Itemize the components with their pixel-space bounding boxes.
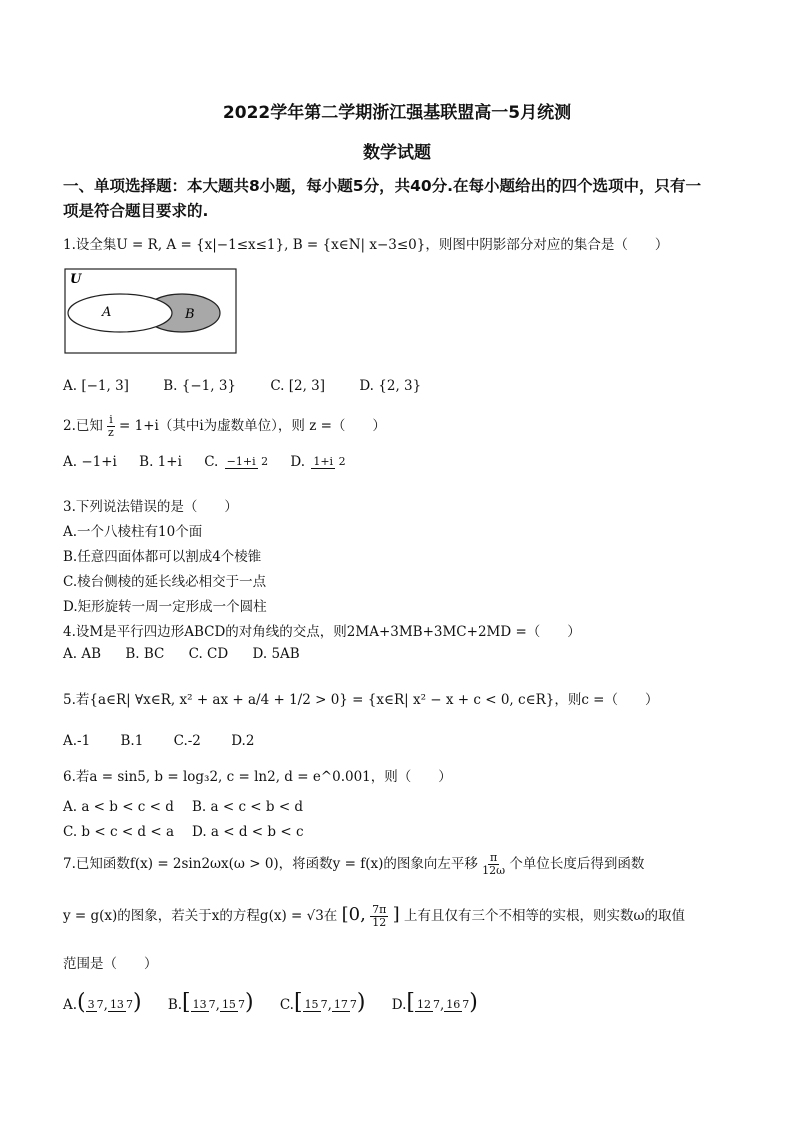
q7d-n2: 16 — [446, 998, 461, 1011]
q7c-n2: 17 — [333, 998, 348, 1011]
question-3-option-a[interactable]: A.一个八棱柱有10个面 — [63, 524, 203, 540]
question-7-line2 — [63, 904, 685, 929]
q2-fraction — [107, 414, 115, 439]
option-c-num: −1+i — [226, 455, 256, 468]
question-7-options — [63, 990, 500, 1015]
section-heading-line2: 项是符合题目要求的. — [63, 202, 209, 220]
q7b-close: ) — [244, 990, 254, 1015]
q7-interval-den: 12 — [372, 916, 387, 929]
question-7-line3: 范围是（ ） — [63, 956, 158, 972]
q7-line2-suffix: 上有且仅有三个不相等的实根，则实数ω的取值 — [403, 908, 685, 924]
q7c-label: C. — [279, 997, 294, 1013]
option-a[interactable]: A. [−1, 3] — [63, 378, 129, 394]
q7c-open: [ — [293, 990, 303, 1015]
option-d[interactable]: D.2 — [231, 733, 255, 749]
q7a-d2: 7 — [125, 998, 133, 1011]
option-d-den: 2 — [338, 455, 346, 468]
option-c[interactable]: C.-2 — [173, 733, 201, 749]
q7a-label: A. — [63, 997, 78, 1013]
q7-shift-num: π — [490, 851, 498, 864]
option-c-den: 2 — [261, 455, 269, 468]
question-4-options — [63, 646, 322, 662]
question-4-stem: 4.设M是平行四边形ABCD的对角线的交点，则2MA+3MB+3MC+2MD =（ ） — [63, 624, 581, 640]
q7-line1-suffix: 个单位长度后得到函数 — [509, 856, 645, 872]
option-d-frac — [311, 456, 345, 469]
q7c-d2: 7 — [349, 998, 357, 1011]
q7a-n2: 13 — [109, 998, 124, 1011]
set-a-ellipse — [68, 294, 172, 332]
question-6-option-d[interactable]: D. a < d < b < c — [192, 824, 304, 840]
u-label: U — [70, 272, 82, 287]
question-6-option-b[interactable]: B. a < c < b < d — [192, 799, 304, 815]
q7b-d2: 7 — [237, 998, 245, 1011]
q7c-frac2 — [332, 999, 357, 1012]
question-3-option-d[interactable]: D.矩形旋转一周一定形成一个圆柱 — [63, 599, 267, 615]
option-a[interactable]: A.-1 — [63, 733, 91, 749]
question-6-stem: 6.若a = sin5, b = log₃2, c = ln2, d = e^0.001，则（ ） — [63, 769, 452, 785]
q2-suffix: = 1+i（其中i为虚数单位），则 z =（ ） — [119, 418, 386, 434]
q7c-frac1 — [303, 999, 328, 1012]
option-d-num: 1+i — [313, 455, 334, 468]
option-c[interactable]: C. CD — [188, 646, 229, 662]
q7d-frac1 — [415, 999, 440, 1012]
q7a-frac2 — [108, 999, 133, 1012]
q7-shift-den: 12ω — [482, 864, 506, 877]
q7d-d2: 7 — [462, 998, 470, 1011]
q7-shift-frac — [482, 852, 505, 877]
question-1-stem: 1.设全集U = R, A = {x|−1≤x≤1}, B = {x∈N| x−3≤0}，则图中阴影部分对应的集合是（ ） — [63, 237, 669, 253]
q2-prefix: 2.已知 — [63, 418, 103, 434]
option-a[interactable]: A. AB — [63, 646, 102, 662]
question-3-option-c[interactable]: C.棱台侧棱的延长线必相交于一点 — [63, 574, 267, 590]
option-c[interactable]: C. [2, 3] — [270, 378, 326, 394]
q7-interval-num: 7π — [372, 903, 387, 916]
question-2-options — [63, 454, 368, 470]
q7-line1-prefix: 7.已知函数f(x) = 2sin2ωx(ω > 0)，将函数y = f(x)的图象向左平移 — [63, 856, 478, 872]
q7d-close: ) — [469, 990, 478, 1015]
option-c-frac — [225, 456, 268, 469]
option-c-label: C. — [204, 454, 219, 470]
q7d-d1: 7 — [432, 998, 440, 1011]
question-5-options — [63, 733, 276, 749]
question-5-stem: 5.若{a∈R| ∀x∈R, x² + ax + a/4 + 1/2 > 0} = {x∈R| x² − x + c < 0, c∈R}，则c =（ ） — [63, 692, 659, 708]
option-b[interactable]: B. 1+i — [139, 454, 182, 470]
question-6-option-c[interactable]: C. b < c < d < a — [63, 824, 175, 840]
q7d-frac2 — [444, 999, 469, 1012]
option-b[interactable]: B.1 — [120, 733, 144, 749]
option-a[interactable]: A. −1+i — [63, 454, 117, 470]
q7a-open: ( — [77, 990, 86, 1015]
q7d-label: D. — [391, 997, 407, 1013]
q7a-close: ) — [132, 990, 142, 1015]
a-label: A — [102, 305, 112, 320]
option-d[interactable]: D. 5AB — [252, 646, 300, 662]
q7d-open: [ — [406, 990, 415, 1015]
page-title: 2022学年第二学期浙江强基联盟高一5月统测 — [222, 103, 572, 123]
q7c-close: ) — [356, 990, 366, 1015]
q7d-n1: 12 — [416, 998, 431, 1011]
page-subtitle: 数学试题 — [363, 143, 431, 163]
question-6-option-a[interactable]: A. a < b < c < d — [63, 799, 174, 815]
q7b-n1: 13 — [192, 998, 207, 1011]
q7b-d1: 7 — [208, 998, 216, 1011]
q7a-n1: 3 — [87, 998, 95, 1011]
q7b-n2: 15 — [221, 998, 236, 1011]
q7a-d1: 7 — [96, 998, 104, 1011]
option-b[interactable]: B. BC — [125, 646, 165, 662]
q7c-n1: 15 — [304, 998, 319, 1011]
option-d[interactable] — [290, 454, 345, 470]
option-d[interactable]: D. {2, 3} — [359, 378, 422, 394]
venn-diagram — [64, 268, 238, 356]
q7b-frac1 — [191, 999, 216, 1012]
q7b-frac2 — [220, 999, 245, 1012]
option-d[interactable]: D.[ 12 7, 16 7) — [391, 990, 478, 1015]
section-heading-line1: 一、单项选择题：本大题共8小题，每小题5分，共40分.在每小题给出的四个选项中，只有一 — [63, 177, 702, 195]
q7b-label: B. — [167, 997, 183, 1013]
b-label: B — [185, 307, 195, 322]
option-c[interactable] — [204, 454, 268, 470]
q7b-open: [ — [182, 990, 191, 1015]
option-d-label: D. — [290, 454, 306, 470]
question-7-line1 — [63, 852, 644, 877]
option-b[interactable]: B.[ 13 7, 15 7) — [167, 990, 254, 1015]
q2-frac-num: i — [109, 413, 113, 426]
option-b[interactable]: B. {−1, 3} — [163, 378, 237, 394]
option-a[interactable]: A.( 3 7, 13 7) — [63, 990, 142, 1015]
q7-interval-frac — [370, 904, 388, 929]
question-1-options — [63, 378, 443, 394]
question-3-stem: 3.下列说法错误的是（ ） — [63, 499, 238, 515]
q7-line2-prefix: y = g(x)的图象，若关于x的方程g(x) = √3在 — [63, 908, 338, 924]
q7-interval-right: ] — [392, 904, 400, 925]
question-2-stem — [63, 414, 386, 439]
q2-frac-den: z — [108, 426, 114, 439]
option-c[interactable]: C.[ 15 7, 17 7) — [279, 990, 366, 1015]
q7c-d1: 7 — [320, 998, 328, 1011]
q7a-frac1 — [86, 999, 104, 1012]
q7-interval-left: [0, — [341, 904, 366, 925]
question-3-option-b[interactable]: B.任意四面体都可以割成4个棱锥 — [63, 549, 262, 565]
